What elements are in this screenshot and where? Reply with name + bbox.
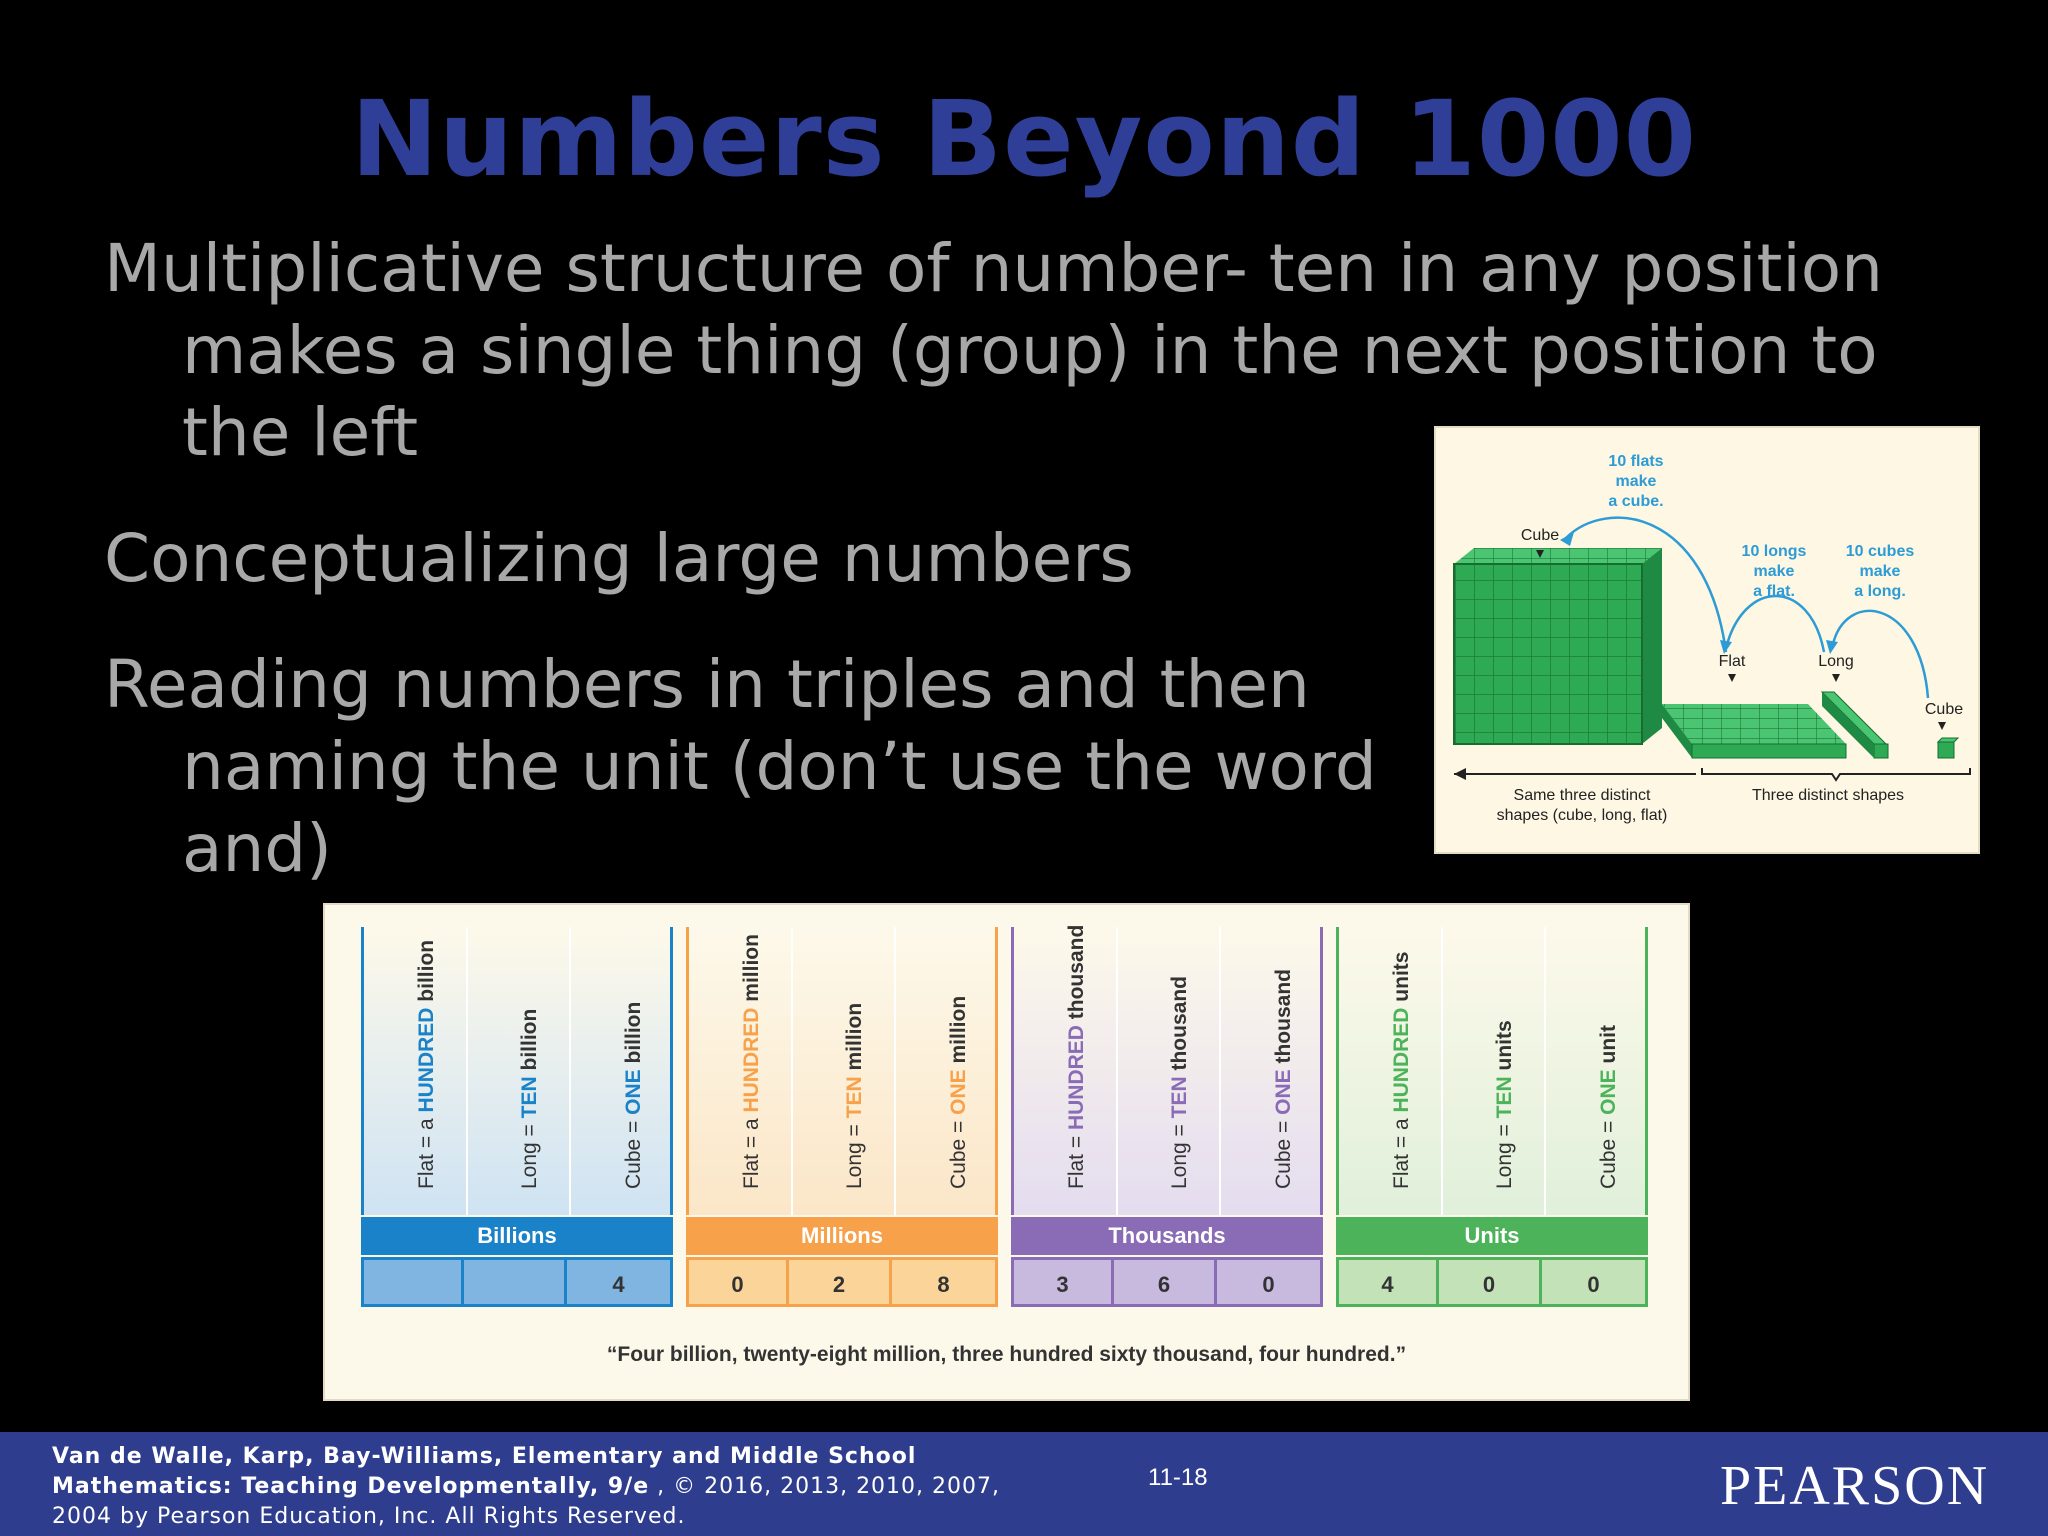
band-millions: Millions bbox=[686, 1217, 998, 1255]
bottom-right-label: Three distinct shapes bbox=[1751, 787, 1905, 804]
digit-cell bbox=[464, 1257, 567, 1307]
digit-cell: 8 bbox=[892, 1257, 998, 1307]
place-value-chart bbox=[323, 903, 1690, 1401]
digit-cell: 0 bbox=[686, 1257, 789, 1307]
digit-cell: 0 bbox=[1439, 1257, 1542, 1307]
bullet-2: Conceptualizing large numbers bbox=[104, 520, 1134, 597]
column-billions-2 bbox=[467, 927, 571, 1215]
digit-cell: 6 bbox=[1114, 1257, 1217, 1307]
column-thousands-2 bbox=[1117, 927, 1221, 1215]
note-cubes-line2: make bbox=[1859, 563, 1901, 580]
note-cubes-line1: 10 cubes bbox=[1845, 543, 1915, 560]
note-longs-line3: a flat. bbox=[1753, 583, 1795, 600]
column-label: Cube = ONE unit bbox=[1597, 1025, 1620, 1189]
note-cubes-line3: a long. bbox=[1854, 583, 1906, 600]
slide-title: Numbers Beyond 1000 bbox=[350, 78, 1697, 200]
citation-line3: 2004 by Pearson Education, Inc. All Rights Reserved. bbox=[52, 1504, 686, 1529]
footer-bar bbox=[0, 1432, 2048, 1536]
digit-cell bbox=[361, 1257, 464, 1307]
digit-cell: 2 bbox=[789, 1257, 892, 1307]
citation bbox=[52, 1442, 1052, 1532]
column-millions-2 bbox=[792, 927, 896, 1215]
column-thousands-1 bbox=[1014, 924, 1118, 1215]
bullet-3: Reading numbers in triples and then naming the unit (don’t use the word and) bbox=[104, 646, 1377, 887]
column-label: Cube = ONE thousand bbox=[1272, 969, 1295, 1189]
column-millions-1 bbox=[689, 927, 793, 1215]
digit-cell: 0 bbox=[1542, 1257, 1648, 1307]
column-label: Flat = a HUNDRED million bbox=[740, 934, 763, 1189]
digit-cell: 0 bbox=[1217, 1257, 1323, 1307]
column-units-2 bbox=[1442, 927, 1546, 1215]
column-label: Flat = a HUNDRED billion bbox=[415, 939, 438, 1189]
group-billions bbox=[361, 927, 673, 1215]
column-millions-3 bbox=[895, 927, 999, 1215]
group-thousands bbox=[1011, 924, 1323, 1215]
digit-cell: 3 bbox=[1011, 1257, 1114, 1307]
column-label: Cube = ONE billion bbox=[622, 1001, 645, 1189]
column-thousands-3 bbox=[1220, 927, 1324, 1215]
note-longs-line1: 10 longs bbox=[1741, 543, 1807, 560]
column-label: Flat = a HUNDRED units bbox=[1390, 951, 1413, 1189]
bullet-1: Multiplicative structure of number- ten in any position makes a single thing (group) in the next position to the left bbox=[104, 230, 1883, 471]
label-cube-big: Cube bbox=[1520, 527, 1560, 544]
flat-block bbox=[1662, 704, 1846, 758]
base-ten-blocks-drawing bbox=[1436, 428, 1982, 856]
place-value-caption: “Four billion, twenty-eight million, three hundred sixty thousand, four hundred.” bbox=[606, 1343, 1407, 1366]
base-ten-blocks-figure bbox=[1434, 426, 1980, 854]
group-units bbox=[1336, 927, 1648, 1215]
column-label: Flat = HUNDRED thousand bbox=[1065, 924, 1088, 1189]
band-thousands: Thousands bbox=[1011, 1217, 1323, 1255]
column-label: Cube = ONE million bbox=[947, 995, 970, 1189]
big-cube-block bbox=[1454, 548, 1662, 744]
arc-longs-to-flat bbox=[1726, 596, 1824, 652]
small-cube-block bbox=[1938, 738, 1958, 758]
citation-book-title: Mathematics: Teaching Developmentally, 9/e bbox=[52, 1474, 650, 1499]
note-longs-line2: make bbox=[1753, 563, 1795, 580]
citation-years: , © 2016, 2013, 2010, 2007, bbox=[649, 1474, 1001, 1499]
digit-cell: 4 bbox=[567, 1257, 673, 1307]
digit-cell: 4 bbox=[1336, 1257, 1439, 1307]
label-cube-small: Cube bbox=[1924, 701, 1964, 718]
group-millions bbox=[686, 927, 998, 1215]
column-units-1 bbox=[1339, 927, 1443, 1215]
label-flat: Flat bbox=[1718, 653, 1746, 670]
column-label: Long = TEN units bbox=[1493, 1020, 1516, 1189]
band-units: Units bbox=[1336, 1217, 1648, 1255]
band-billions: Billions bbox=[361, 1217, 673, 1255]
column-label: Long = TEN billion bbox=[518, 1008, 541, 1189]
bottom-left-line1: Same three distinct bbox=[1513, 787, 1651, 804]
note-flats-line2: make bbox=[1615, 473, 1657, 490]
column-label: Long = TEN thousand bbox=[1168, 976, 1191, 1189]
label-long: Long bbox=[1818, 653, 1854, 670]
bottom-left-line2: shapes (cube, long, flat) bbox=[1496, 807, 1668, 824]
citation-line1: Van de Walle, Karp, Bay-Williams, Elementary and Middle School bbox=[52, 1444, 917, 1469]
note-flats-line3: a cube. bbox=[1608, 493, 1664, 510]
column-billions-3 bbox=[570, 927, 674, 1215]
note-flats-line1: 10 flats bbox=[1608, 453, 1664, 470]
page-number: 11-18 bbox=[1148, 1464, 1208, 1491]
pearson-logo: PEARSON bbox=[1720, 1455, 1990, 1517]
column-label: Long = TEN million bbox=[843, 1002, 866, 1189]
column-billions-1 bbox=[364, 927, 468, 1215]
column-units-3 bbox=[1545, 927, 1649, 1215]
citation-line2 bbox=[52, 1472, 1052, 1502]
